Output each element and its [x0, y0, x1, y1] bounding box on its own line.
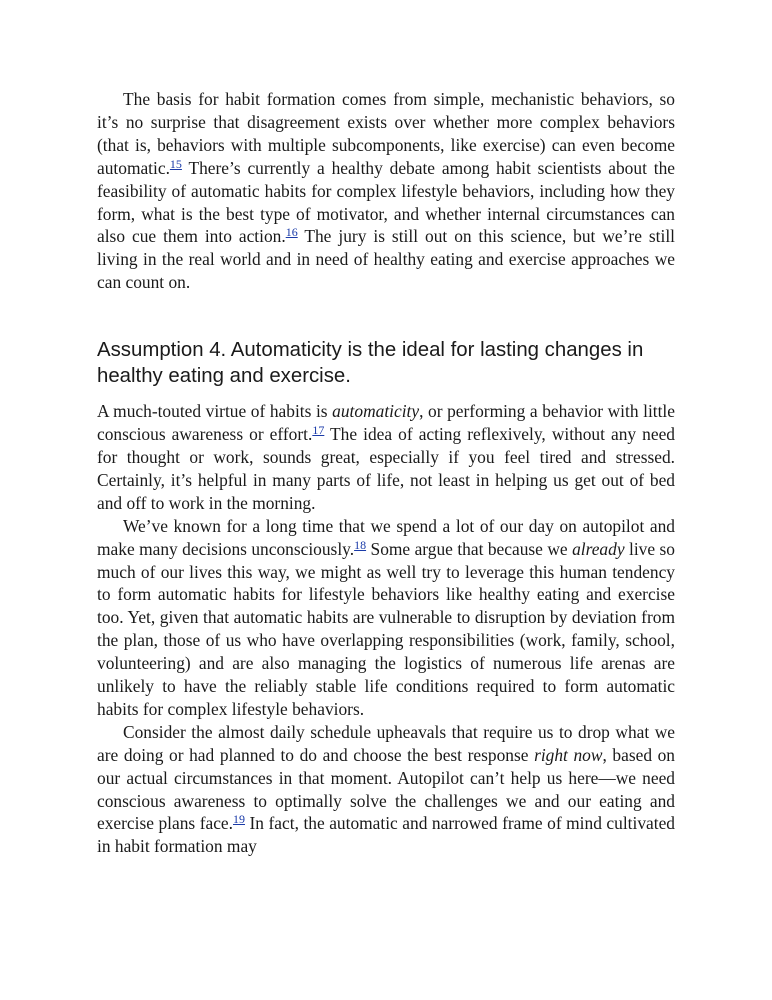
paragraph-text: , based on our actual circumstances in that moment. Autopilot can’t help us here—we need conscious awareness to optimally solve the challenges we and our eating and exercise plans face.	[97, 744, 676, 834]
emphasis-text: automaticity	[332, 401, 420, 422]
paragraph-automaticity	[97, 400, 675, 515]
paragraph-text: In fact, the automatic and narrowed frame of mind cultivated in habit formation may	[97, 813, 675, 857]
section-heading: Assumption 4. Automaticity is the ideal for lasting changes in healthy eating and exercise.	[97, 339, 644, 388]
emphasis-text: right now	[534, 744, 603, 765]
paragraph-text: The basis for habit formation comes from simple, mechanistic behaviors, so it’s no surprise that disagreement exists over whether more complex behaviors (that is, behaviors with multiple subcomponents, like exercise) can even become automatic.	[97, 89, 675, 178]
paragraph-text: , or performing a behavior with little conscious awareness or effort.	[97, 401, 675, 445]
paragraph-schedule-upheavals	[97, 721, 675, 858]
page-body	[97, 88, 675, 858]
footnote-link-19[interactable]: 19	[233, 812, 245, 827]
paragraph-text: Consider the almost daily schedule upheavals that require us to drop what we are doing or had planned to do and choose the best response	[97, 721, 675, 765]
footnote-link-18[interactable]: 18	[354, 537, 367, 552]
emphasis-text: already	[572, 538, 625, 559]
footnote-link-15[interactable]: 15	[169, 156, 182, 171]
paragraph-autopilot	[97, 515, 675, 721]
footnote-link-16[interactable]: 16	[285, 225, 298, 240]
paragraph-text: Some argue that because we	[366, 538, 573, 559]
footnote-link-17[interactable]: 17	[312, 423, 325, 438]
paragraph-habit-basis	[97, 88, 675, 294]
paragraph-text: There’s currently a healthy debate among habit scientists about the feasibility of automatic habits for complex lifestyle behaviors, including how they form, what is the best type of motivator, and whether internal circumstances can also cue them into action.	[97, 157, 675, 247]
paragraph-text: live so much of our lives this way, we might as well try to leverage this human tendency to form automatic habits for lifestyle behaviors like healthy eating and exercise too. Yet, given that automatic habits are vulnerable to disruption by deviation from the plan, those of us who have overlapping responsibilities (work, family, school, volunteering) and are also managing the logistics of numerous life arenas are unlikely to have the reliably stable life conditions required to form automatic habits for complex lifestyle behaviors.	[97, 538, 675, 719]
paragraph-text: A much-touted virtue of habits is	[97, 401, 333, 422]
paragraph-text: We’ve known for a long time that we spend a lot of our day on autopilot and make many decisions unconsciously.	[97, 515, 675, 559]
paragraph-text: The jury is still out on this science, but we’re still living in the real world and in need of healthy eating and exercise approaches we can count on.	[97, 226, 675, 293]
paragraph-text: The idea of acting reflexively, without any need for thought or work, sounds great, especially if you feel tired and stressed. Certainly, it’s helpful in many parts of life, not least in helping us get out of bed and off to work in the morning.	[97, 424, 675, 513]
